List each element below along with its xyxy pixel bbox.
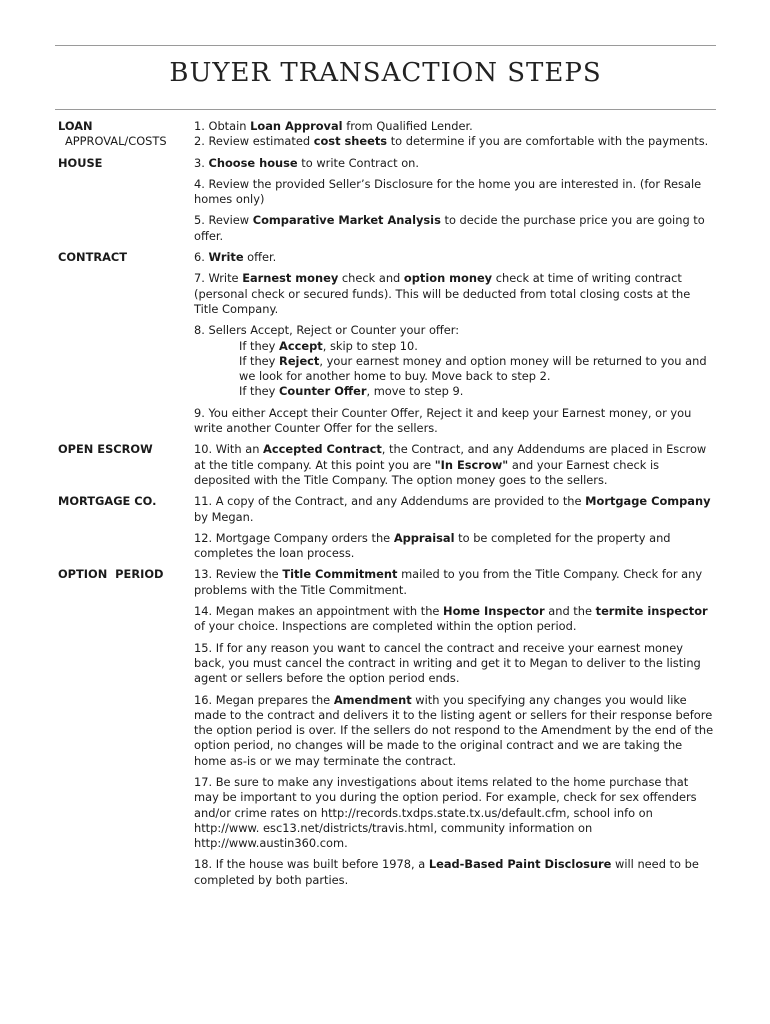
step-8-counter: If they Counter Offer, move to step 9. xyxy=(239,384,464,399)
step-14: 14. Megan makes an appointment with the Home Inspector and the termite inspector of your choice. Inspections are completed within the option period. xyxy=(194,604,708,634)
step-16: 16. Megan prepares the Amendment with you specifying any changes you would like made to the contract and delivers it to the listing agent or sellers for their response before the option period is over. If the sellers do not respond to the Amendment by the end of the option period, no changes will be made to the original contract and we are taking the home as-is or we may terminate the contract. xyxy=(194,692,714,768)
section-label-loan xyxy=(58,119,194,156)
step-7: 7. Write Earnest money check and option money check at time of writing contract (personal check or secured funds). This will be deducted from total closing costs at the Title Company. xyxy=(194,271,691,316)
title-divider xyxy=(55,109,716,110)
step-15: 15. If for any reason you want to cancel the contract and receive your earnest money back, you must cancel the contract in writing and get it to Megan to deliver to the listing agent or sellers before the option period ends. xyxy=(194,640,701,686)
step-5: 5. Review Comparative Market Analysis to decide the purchase price you are going to offer. xyxy=(194,213,705,243)
section-house xyxy=(58,156,714,250)
step-11: 11. A copy of the Contract, and any Addendums are provided to the Mortgage Company by Megan. xyxy=(194,494,711,524)
section-escrow xyxy=(58,442,714,494)
section-label-house: HOUSE xyxy=(58,155,103,170)
step-8 xyxy=(194,323,714,399)
section-label-option-period: OPTION PERIOD xyxy=(58,567,164,582)
step-17: 17. Be sure to make any investigations about items related to the home purchase that may be important to you during the option period. For example, check for sex offenders and/or crime rates on http://records.txdps.state.tx.us/default.cfm, school info on http://www. esc13.net/districts/travis.html, community information on http://www.austin360.com. xyxy=(194,774,697,851)
section-label-contract: CONTRACT xyxy=(58,250,128,265)
page-title: BUYER TRANSACTION STEPS xyxy=(169,58,602,88)
step-1: 1. Obtain Loan Approval from Qualified Lender. xyxy=(194,119,473,133)
section-contract xyxy=(58,250,714,442)
section-label-mortgage: MORTGAGE CO. xyxy=(58,494,157,509)
steps-table xyxy=(58,119,714,894)
label-loan-main: LOAN xyxy=(58,119,93,133)
section-mortgage xyxy=(58,494,714,567)
section-label-escrow: OPEN ESCROW xyxy=(58,442,153,457)
step-9: 9. You either Accept their Counter Offer, Reject it and keep your Earnest money, or you write another Counter Offer for the sellers. xyxy=(194,405,692,436)
step-13: 13. Review the Title Commitment mailed to you from the Title Company. Check for any problems with the Title Commitment. xyxy=(194,567,703,597)
step-2: 2. Review estimated cost sheets to determine if you are comfortable with the payments. xyxy=(194,134,709,149)
step-8-accept: If they Accept, skip to step 10. xyxy=(239,338,418,353)
step-10: 10. With an Accepted Contract, the Contract, and any Addendums are placed in Escrow at the title company. At this point you are "In Escrow" and your Earnest check is deposited with the Title Company. The option money goes to the sellers. xyxy=(194,442,707,487)
step-3: 3. Choose house to write Contract on. xyxy=(194,155,420,170)
section-loan xyxy=(58,119,714,156)
step-8-intro: 8. Sellers Accept, Reject or Counter your offer: xyxy=(194,323,460,338)
step-6: 6. Write offer. xyxy=(194,250,277,265)
step-8-reject: If they Reject, your earnest money and option money will be returned to you and we look for another home to buy. Move back to step 2. xyxy=(239,353,707,384)
label-loan-sub: APPROVAL/COSTS xyxy=(65,134,167,149)
step-12: 12. Mortgage Company orders the Appraisal to be completed for the property and completes the loan process. xyxy=(194,530,671,561)
section-option-period xyxy=(58,567,714,894)
step-18: 18. If the house was built before 1978, a Lead-Based Paint Disclosure will need to be completed by both parties. xyxy=(194,857,699,887)
step-4: 4. Review the provided Seller’s Disclosure for the home you are interested in. (for Resale homes only) xyxy=(194,176,702,207)
top-divider xyxy=(55,45,716,46)
